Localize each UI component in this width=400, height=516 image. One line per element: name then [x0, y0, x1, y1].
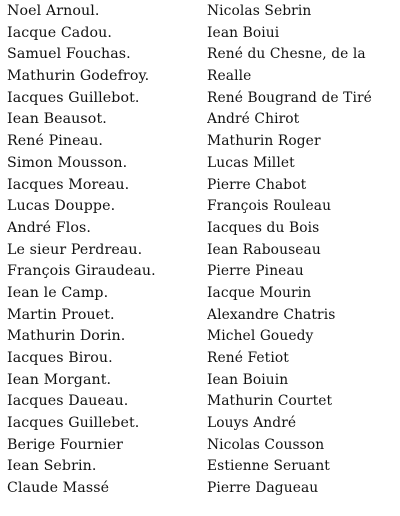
name-entry: Nicolas Sebrin — [207, 3, 312, 19]
name-entry: Pierre Dagueau — [207, 480, 319, 497]
name-entry: Iacque Mourin — [207, 284, 312, 301]
name-entry: Iacques Guillebot. — [7, 89, 140, 106]
name-entry: Pierre Chabot — [207, 176, 307, 193]
name-entry: Alexandre Chatris — [207, 306, 336, 323]
name-entry: Nicolas Cousson — [207, 436, 325, 453]
name-entry: Louys André — [207, 415, 297, 432]
name-entry: Iacques du Bois — [207, 219, 320, 236]
name-entry: Claude Massé — [7, 480, 110, 497]
name-entry: Iean le Camp. — [7, 284, 109, 301]
name-entry: François Rouleau — [207, 198, 332, 215]
name-entry: Martin Prouet. — [7, 306, 115, 323]
name-entry: André Chirot — [207, 111, 300, 128]
names-column-left — [7, 1, 203, 500]
name-entry: Samuel Fouchas. — [7, 46, 131, 63]
name-entry: Iacques Moreau. — [7, 176, 130, 193]
name-entry: Iean Boiui — [207, 24, 280, 41]
name-entry: Mathurin Roger — [207, 133, 321, 150]
name-entry: Estienne Seruant — [207, 458, 330, 475]
name-entry: Iacques Guillebet. — [7, 415, 140, 432]
name-entry: Mathurin Dorin. — [7, 328, 126, 345]
name-entry: René Bougrand de Tiré — [207, 89, 372, 106]
name-entry: René du Chesne, de la Realle — [207, 46, 366, 85]
name-entry: Iean Sebrin. — [7, 458, 97, 475]
name-entry: Iacques Birou. — [7, 350, 113, 366]
name-entry: Le sieur Perdreau. — [7, 241, 143, 258]
name-entry: Iacques Daueau. — [7, 393, 129, 410]
name-entry: René Pineau. — [7, 133, 104, 150]
name-entry: Noel Arnoul. — [7, 3, 100, 19]
name-entry: André Flos. — [7, 219, 91, 236]
name-entry: Mathurin Courtet — [207, 393, 333, 410]
name-entry: Mathurin Godefroy. — [7, 68, 150, 85]
name-entry: Lucas Douppe. — [7, 198, 116, 215]
name-entry: François Giraudeau. — [7, 263, 156, 280]
name-entry: Lucas Millet — [207, 154, 295, 171]
names-column-right — [207, 1, 400, 500]
name-entry: Michel Gouedy — [207, 328, 314, 345]
name-entry: Iean Rabouseau — [207, 241, 321, 258]
name-entry: René Fetiot — [207, 350, 289, 367]
name-entry: Simon Mousson. — [7, 154, 128, 171]
name-entry: Iacque Cadou. — [7, 24, 113, 41]
name-entry: Iean Beausot. — [7, 111, 107, 128]
name-entry: Iean Morgant. — [7, 371, 112, 388]
name-entry: Berige Fournier — [7, 436, 124, 453]
name-entry: Iean Boiuin — [207, 371, 289, 388]
name-entry: Pierre Pineau — [207, 263, 304, 280]
